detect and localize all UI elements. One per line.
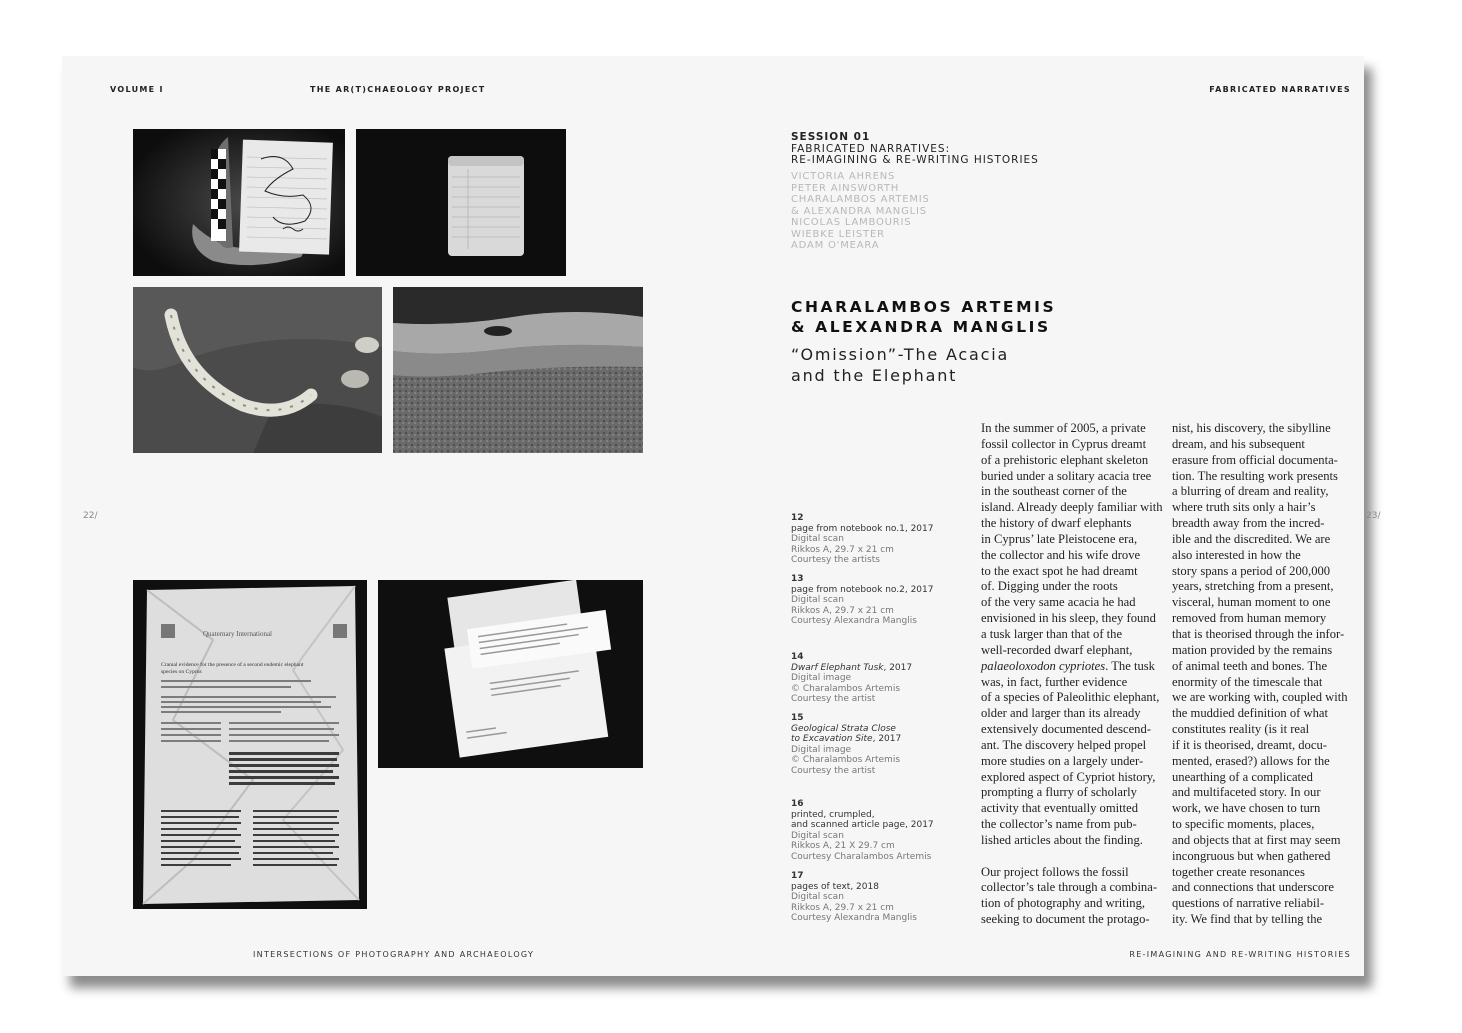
body-text-line: explored aspect of Cypriot history, [981, 769, 1156, 784]
body-text-line: In the summer of 2005, a private [981, 421, 1146, 435]
body-text-line: enormity of the timescale that [1172, 674, 1323, 689]
caption-title [791, 734, 966, 745]
caption-title-italic: Dwarf Elephant Tusk [791, 662, 884, 673]
photo-dwarf-elephant-tusk [133, 287, 382, 453]
session-title-line2: RE-IMAGINING & RE-WRITING HISTORIES [791, 154, 1039, 166]
body-text-line: of animal teeth and bones. The [1172, 658, 1328, 673]
caption-number: 14 [791, 652, 804, 662]
body-text-line: the history of dwarf elephants [981, 516, 1132, 531]
scan-headline-line2: species on Cyprus [161, 669, 202, 675]
body-text-line: where truth sits only a hair’s [1172, 500, 1316, 515]
body-text-line: activity that eventually omitted [981, 801, 1139, 816]
body-text-line: if it is theorised, dreamt, docu- [1172, 737, 1327, 752]
caption-credit: Courtesy the artists [791, 555, 880, 565]
caption-number: 16 [791, 799, 804, 809]
participant-name: CHARALAMBOS ARTEMIS [791, 194, 930, 205]
caption-medium: Digital image [791, 744, 852, 755]
body-text-line: palaeoloxodon cypriotes. The tusk [981, 658, 1155, 673]
body-text-line: to the exact spot he had dreamt [981, 563, 1138, 578]
work-title-line1: “Omission”-The Acacia [791, 345, 1010, 364]
caption-number: 17 [791, 871, 804, 881]
body-text-line: dream, and his subsequent [1172, 436, 1305, 451]
photo-geological-strata [393, 287, 643, 453]
caption-credit: Courtesy Alexandra Manglis [791, 913, 917, 923]
body-text-line: erasure from official documenta- [1172, 452, 1338, 467]
body-text-line: that is theorised through the infor- [1172, 626, 1345, 641]
caption-number: 12 [791, 513, 804, 523]
body-text-line: and objects that at first may seem [1172, 832, 1341, 847]
body-text-line: mation provided by the remains [1172, 642, 1333, 657]
body-text-line: envisioned in his sleep, they found [981, 611, 1156, 626]
artist-heading [791, 297, 1056, 337]
caption-title [791, 663, 966, 674]
caption-details: © Charalambos Artemis [791, 683, 901, 694]
body-text-line: older and larger than its already [981, 706, 1141, 721]
body-text-line: was, in fact, further evidence [981, 674, 1128, 689]
body-text-line: the collector and his wife drove [981, 547, 1141, 562]
body-text-line: in the southeast corner of the [981, 484, 1127, 499]
header-volume: VOLUME I [110, 85, 164, 94]
scan-headline-line1: Cranial evidence for the presence of a second endemic elephant [161, 662, 304, 668]
body-text-line: Our project follows the fossil [981, 864, 1129, 879]
body-text-line: and connections that underscore [1172, 880, 1334, 895]
caption-details: © Charalambos Artemis [791, 755, 901, 765]
caption-number: 13 [791, 574, 804, 584]
body-text-line: removed from human memory [1172, 611, 1327, 626]
caption-title: and scanned article page, 2017 [791, 820, 934, 830]
body-text-line: collector’s tale through a combina- [981, 880, 1158, 895]
book-spread [62, 56, 1381, 976]
work-title-line2: and the Elephant [791, 366, 958, 385]
body-text-line: lished articles about the finding. [981, 832, 1143, 847]
caption-12 [791, 513, 966, 566]
page-number-right: 23/ [1366, 511, 1381, 521]
body-text-line: ible and the discredited. We are [1172, 531, 1331, 546]
caption-details: Rikkos A, 29.7 x 21 cm [791, 544, 894, 555]
body-text-line: unearthing of a complicated [1172, 769, 1313, 784]
caption-title: page from notebook no.1, 2017 [791, 523, 934, 534]
caption-credit: Courtesy the artist [791, 765, 876, 776]
participant-name: & ALEXANDRA MANGLIS [791, 205, 927, 217]
body-text-line: the muddied definition of what [1172, 706, 1328, 721]
body-text-line: ant. The discovery helped propel [981, 737, 1147, 752]
body-text-line: together create resonances [1172, 864, 1305, 879]
caption-details: Rikkos A, 21 X 29.7 cm [791, 841, 895, 851]
caption-medium: Digital scan [791, 595, 844, 605]
caption-title: printed, crumpled, [791, 809, 875, 820]
footer-left: INTERSECTIONS OF PHOTOGRAPHY AND ARCHAEOLOGY [253, 950, 535, 959]
body-text-line: tion. The resulting work presents [1172, 468, 1338, 483]
body-text-line: and multifaceted story. In our [1172, 785, 1321, 800]
caption-title-italic: to Excavation Site [791, 734, 873, 744]
body-text-column-1 [981, 421, 1166, 928]
session-heading [791, 132, 1039, 167]
body-text-line: of a prehistoric elephant skeleton [981, 452, 1149, 467]
body-text-line: more studies on a largely under- [981, 753, 1144, 768]
photo-notebook-in-hand [133, 129, 345, 276]
session-number: SESSION 01 [791, 131, 871, 143]
photo-crumpled-article [133, 580, 367, 909]
body-text-line: fossil collector in Cyprus dreamt [981, 436, 1147, 451]
body-text-column-2 [1172, 421, 1357, 928]
body-text-line: in Cyprus’ late Pleistocene era, [981, 531, 1138, 546]
header-section: FABRICATED NARRATIVES [1209, 85, 1351, 94]
body-text-line: extensively documented descend- [981, 722, 1151, 737]
caption-14 [791, 652, 966, 705]
body-text-line: work, we have chosen to turn [1172, 801, 1321, 816]
body-text-line: ity. We find that by telling the [1172, 912, 1323, 927]
session-participants [791, 171, 930, 252]
caption-title-year: , 2017 [883, 662, 913, 673]
caption-title: page from notebook no.2, 2017 [791, 584, 934, 595]
page-number-left: 22/ [83, 511, 98, 521]
caption-13 [791, 574, 966, 627]
body-text-line: a tusk larger than that of the [981, 626, 1123, 641]
caption-title-italic: Geological Strata Close [791, 723, 896, 734]
body-text-line: prompting a flurry of scholarly [981, 785, 1137, 800]
caption-credit: Courtesy Alexandra Manglis [791, 616, 917, 626]
body-text-line: nist, his discovery, the sibylline [1172, 421, 1331, 435]
participant-name: PETER AINSWORTH [791, 182, 900, 194]
body-text-line: questions of narrative reliabil- [1172, 896, 1325, 911]
body-text-line: buried under a solitary acacia tree [981, 468, 1152, 483]
participant-name: WIEBKE LEISTER [791, 228, 885, 240]
body-text-line: breadth away from the incred- [1172, 516, 1325, 531]
body-text-line: constitutes reality (is it real [1172, 722, 1310, 737]
body-text-line: a blurring of dream and reality, [1172, 484, 1329, 499]
body-text-line: seeking to document the protago- [981, 912, 1150, 927]
caption-medium: Digital scan [791, 830, 844, 841]
photo-pages-of-text [378, 580, 643, 768]
artist-line2: & ALEXANDRA MANGLIS [791, 318, 1051, 336]
body-text-line: also interested in how the [1172, 547, 1301, 562]
body-text-line: of. Digging under the roots [981, 579, 1118, 594]
body-text-line: well-recorded dwarf elephant, [981, 642, 1133, 657]
artist-line1: CHARALAMBOS ARTEMIS [791, 298, 1057, 316]
photo-closed-notebook [356, 129, 566, 276]
body-text-line: years, stretching from a present, [1172, 579, 1334, 594]
caption-title [791, 724, 966, 735]
caption-15 [791, 713, 966, 776]
session-title-line1: FABRICATED NARRATIVES: [791, 142, 951, 155]
body-text-line: the collector’s name from pub- [981, 817, 1137, 832]
body-text-line: mented, erased?) allows for the [1172, 753, 1330, 768]
body-text-line: to specific moments, places, [1172, 817, 1315, 832]
scan-journal-name: Quaternary International [203, 630, 272, 638]
caption-medium: Digital scan [791, 892, 844, 902]
caption-17 [791, 871, 966, 924]
header-project: THE AR(T)CHAEOLOGY PROJECT [310, 85, 486, 94]
body-text-line: visceral, human moment to one [1172, 595, 1331, 610]
caption-16 [791, 799, 966, 862]
body-text-line: incongruous but when gathered [1172, 848, 1331, 863]
participant-name: VICTORIA AHRENS [791, 171, 896, 182]
body-text-line: of the very same acacia he had [981, 595, 1136, 610]
body-text-line: of a species of Paleolithic elephant, [981, 690, 1160, 705]
body-text-line [981, 849, 1166, 865]
work-title [791, 344, 1009, 386]
caption-title: pages of text, 2018 [791, 881, 879, 892]
caption-medium: Digital image [791, 673, 852, 683]
caption-title-year: , 2017 [872, 734, 902, 744]
body-text-line: story spans a period of 200,000 [1172, 563, 1331, 578]
body-text-line: we are working with, coupled with [1172, 690, 1348, 705]
participant-name: NICOLAS LAMBOURIS [791, 217, 912, 228]
footer-right: RE-IMAGINING AND RE-WRITING HISTORIES [1129, 950, 1351, 959]
caption-number: 15 [791, 713, 804, 723]
caption-medium: Digital scan [791, 534, 844, 544]
species-name: palaeoloxodon cypriotes [981, 658, 1106, 673]
caption-details: Rikkos A, 29.7 x 21 cm [791, 902, 894, 913]
caption-credit: Courtesy the artist [791, 694, 876, 704]
participant-name: ADAM O'MEARA [791, 240, 880, 251]
caption-credit: Courtesy Charalambos Artemis [791, 851, 932, 862]
body-text-line: tion of photography and writing, [981, 896, 1146, 911]
body-text-line: island. Already deeply familiar with [981, 500, 1163, 515]
caption-details: Rikkos A, 29.7 x 21 cm [791, 605, 894, 616]
